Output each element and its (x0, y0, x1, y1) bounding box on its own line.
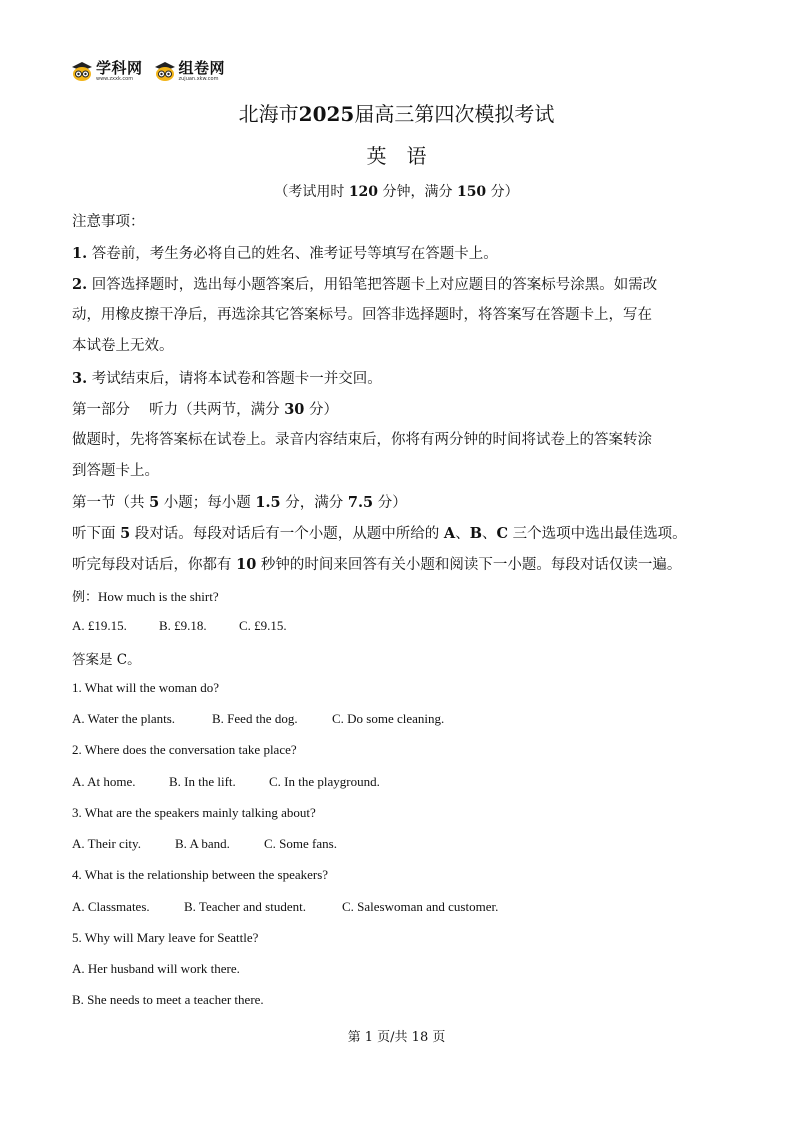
zujuan-logo-name: 组卷网 (178, 58, 226, 77)
zujuan-logo[interactable] (153, 60, 226, 82)
instr-number: 10 (236, 556, 257, 573)
owl-icon (153, 60, 177, 82)
notice-item-number: 2. (72, 276, 88, 293)
zxxk-logo[interactable] (70, 60, 143, 82)
question-1-option-b: B. Feed the dog. (212, 711, 298, 726)
instr-text: 三个选项中选出最佳选项。 (508, 526, 687, 542)
question-2-option-a: A. At home. (72, 774, 136, 789)
instr-text: 听下面 (72, 526, 121, 542)
instr-text: 秒钟的时间来回答有关小题和阅读下一小题。每段对话仅读一遍。 (256, 557, 682, 573)
part1-heading-post: 分） (304, 402, 339, 418)
exam-title (0, 98, 793, 127)
question-1: 1. What will the woman do? (72, 680, 220, 695)
question-4: 4. What is the relationship between the speakers? (72, 867, 329, 882)
owl-icon (70, 60, 94, 82)
notice-item-1 (72, 242, 498, 263)
option-letter-a: A (443, 525, 456, 542)
full-score: 150 (456, 184, 487, 200)
question-3: 3. What are the speakers mainly talking about? (72, 805, 316, 820)
notice-heading: 注意事项： (72, 214, 145, 230)
question-2: 2. Where does the conversation take place? (72, 742, 297, 757)
example-option-b: B. £9.18. (159, 618, 207, 633)
time-prefix: （考试用时 (274, 184, 349, 200)
question-3-option-a: A. Their city. (72, 836, 141, 851)
section1-heading-post: 分） (373, 495, 407, 511)
question-4-option-b: B. Teacher and student. (184, 899, 306, 914)
question-2-option-c: C. In the playground. (269, 774, 380, 789)
section1-instruction-line-2 (72, 553, 681, 574)
instr-separator: 、 (455, 526, 470, 542)
notice-item-2-line-3: 本试卷上无效。 (72, 338, 174, 354)
question-3-option-b: B. A band. (175, 836, 230, 851)
section1-heading-mid1: 小题；每小题 (159, 495, 256, 511)
title-prefix: 北海市 (238, 102, 299, 126)
section1-instruction-line-1 (72, 522, 687, 543)
question-5-option-b: B. She needs to meet a teacher there. (72, 992, 264, 1007)
page-number: 第 1 页/共 18 页 (347, 1030, 446, 1045)
notice-item-text: 考试结束后，请将本试卷和答题卡一并交回。 (87, 371, 382, 387)
part1-heading (72, 398, 338, 419)
instr-number: 5 (120, 525, 131, 542)
time-minutes: 120 (348, 184, 379, 200)
question-3-option-c: C. Some fans. (264, 836, 337, 851)
notice-item-text: 答卷前，考生务必将自己的姓名、准考证号等填写在答题卡上。 (87, 246, 498, 262)
instr-text: 听完每段对话后，你都有 (72, 557, 237, 573)
title-year: 2025 (298, 102, 355, 126)
notice-item-number: 3. (72, 370, 88, 387)
exam-time-info (0, 181, 793, 201)
section1-heading (72, 491, 407, 512)
notice-item-2-line-1 (72, 273, 657, 294)
section1-total-score: 7.5 (347, 494, 374, 511)
example-answer: 答案是 C。 (72, 652, 141, 668)
time-suffix: 分） (486, 184, 519, 200)
question-4-option-a: A. Classmates. (72, 899, 150, 914)
question-1-option-c: C. Do some cleaning. (332, 711, 445, 726)
option-letter-b: B (469, 525, 482, 542)
instr-text: 段对话。每段对话后有一个小题，从题中所给的 (130, 526, 444, 542)
header-logos (70, 56, 235, 86)
time-mid: 分钟，满分 (378, 184, 457, 200)
section1-heading-mid2: 分，满分 (280, 495, 348, 511)
zxxk-logo-name: 学科网 (96, 58, 143, 77)
notice-item-2-line-2: 动，用橡皮擦干净后，再选涂其它答案标号。回答非选择题时，将答案写在答题卡上，写在 (72, 307, 652, 323)
section1-heading-pre: 第一节（共 (72, 495, 150, 511)
question-4-option-c: C. Saleswoman and customer. (342, 899, 499, 914)
part1-heading-pre: 第一部分 听力（共两节，满分 (72, 402, 285, 418)
notice-item-3 (72, 367, 382, 388)
section1-count: 5 (149, 494, 160, 511)
zujuan-logo-url: zujuan.xkw.com (178, 75, 219, 82)
question-2-option-b: B. In the lift. (169, 774, 236, 789)
example-question: 例：How much is the shirt? (72, 589, 219, 604)
exam-subject: 英 语 (366, 144, 427, 168)
part1-instruction-line-1: 做题时，先将答案标在试卷上。录音内容结束后，你将有两分钟的时间将试卷上的答案转涂 (72, 432, 652, 448)
example-option-a: A. £19.15. (72, 618, 127, 633)
question-1-option-a: A. Water the plants. (72, 711, 176, 726)
example-option-c: C. £9.15. (239, 618, 287, 633)
notice-item-text: 回答选择题时，选出每小题答案后，用铅笔把答题卡上对应题目的答案标号涂黑。如需改 (87, 277, 658, 293)
zxxk-logo-url: www.zxxk.com (96, 75, 134, 82)
part1-score: 30 (284, 401, 305, 418)
notice-item-number: 1. (72, 245, 88, 262)
part1-instruction-line-2: 到答题卡上。 (72, 463, 159, 479)
option-letter-c: C (496, 525, 508, 542)
question-5: 5. Why will Mary leave for Seattle? (72, 930, 259, 945)
question-5-option-a: A. Her husband will work there. (72, 961, 240, 976)
instr-separator: 、 (481, 526, 497, 542)
title-suffix: 届高三第四次模拟考试 (354, 102, 555, 126)
section1-each-score: 1.5 (255, 494, 281, 511)
